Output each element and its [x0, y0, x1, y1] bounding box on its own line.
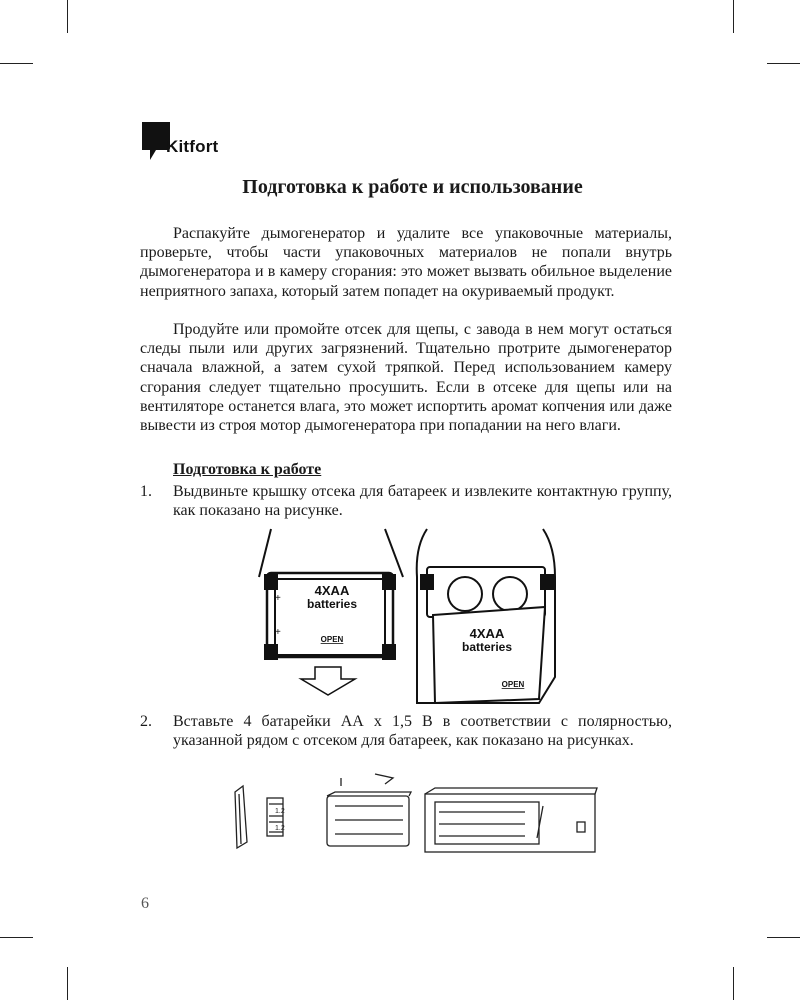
svg-text:+: +	[275, 627, 281, 638]
battery-cover-sketch	[235, 786, 285, 848]
step-2	[140, 712, 672, 752]
right-battery-label-line2: batteries	[461, 640, 513, 654]
left-battery-label-line2: batteries	[306, 597, 358, 611]
intro-paragraph-1: Распакуйте дымогенератор и удалите все упаковочные материалы, проверьте, чтобы части упаковочных материалов не попали внутрь дымогенератора и в камеру сгорания: это может вызвать обильное выделение неприятного запаха, который затем попадет на окуриваемый продукт.	[140, 225, 672, 300]
crop-mark-bl-v	[67, 967, 68, 1000]
crop-mark-tr-v	[733, 0, 734, 33]
compartment-open-illustration	[417, 529, 555, 703]
crop-mark-tl-v	[67, 0, 68, 33]
battery-compartment-sketch	[425, 788, 597, 852]
step-2-text: Вставьте 4 батарейки АА х 1,5 В в соответствии с полярностью, указанной рядом с отсеком для батареек, как показано на рисунках.	[173, 713, 672, 750]
svg-text:1.2: 1.2	[275, 808, 285, 815]
battery-compartment-figure	[255, 527, 560, 707]
page-number: 6	[141, 895, 149, 912]
crop-mark-br-h	[767, 937, 800, 938]
right-open-label: OPEN	[501, 680, 525, 689]
crop-mark-tl-h	[0, 63, 33, 64]
left-open-label: OPEN	[320, 635, 344, 644]
right-battery-label-line1: 4XAA	[469, 626, 505, 641]
logo-wordmark: Kitfort	[166, 137, 219, 156]
intro-paragraph-2: Продуйте или промойте отсек для щепы, с завода в нем могут остаться следы пыли или других загрязнений. Тщательно протрите дымогенератор сначала влажной, а затем сухой тряпкой. Перед использованием камеру сгорания следует тщательно просушить. Если в отсеке для щепы или на вентиляторе останется влага, это может испортить аромат копчения или даже вывести из строя мотор дымогенератора при попадании на него влаги.	[140, 321, 672, 435]
crop-mark-bl-h	[0, 937, 33, 938]
battery-insertion-figure	[225, 772, 605, 862]
kitfort-logo	[140, 120, 240, 164]
page-title: Подготовка к работе и использование	[242, 176, 583, 198]
prep-heading: Подготовка к работе	[173, 461, 322, 478]
step-1	[140, 482, 672, 522]
step-1-text: Выдвиньте крышку отсека для батареек и извлеките контактную группу, как показано на рисунке.	[173, 483, 672, 520]
crop-mark-br-v	[733, 967, 734, 1000]
battery-pack-sketch	[327, 774, 411, 846]
compartment-closed-illustration	[259, 529, 403, 695]
left-battery-label-line1: 4XAA	[314, 583, 350, 598]
step-2-number: 2.	[140, 713, 152, 730]
svg-text:+: +	[275, 593, 281, 604]
step-1-number: 1.	[140, 483, 152, 500]
svg-text:1.2: 1.2	[275, 825, 285, 832]
crop-mark-tr-h	[767, 63, 800, 64]
